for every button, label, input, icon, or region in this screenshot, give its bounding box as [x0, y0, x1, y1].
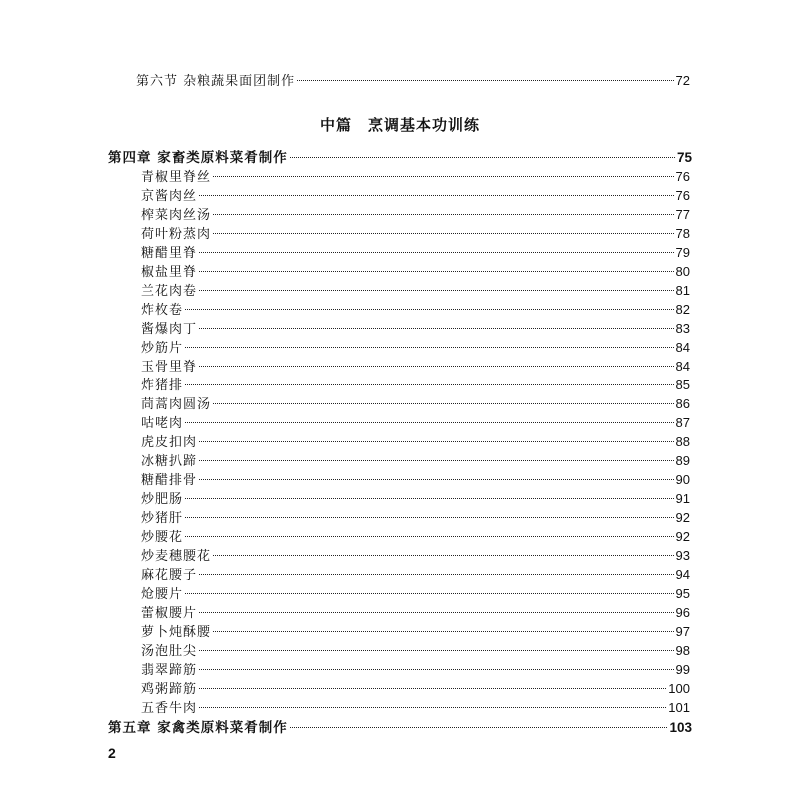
dot-leader [199, 252, 674, 253]
dot-leader [297, 80, 673, 81]
toc-entry-page: 77 [675, 206, 690, 222]
toc-entry-page: 93 [675, 548, 690, 563]
toc-entry-item[interactable] [141, 642, 690, 660]
toc-entry-page: 88 [675, 434, 690, 450]
toc-entry-page: 79 [675, 244, 690, 260]
dot-leader [199, 328, 674, 329]
toc-entry-label: 炒麦穗腰花 [141, 549, 212, 564]
toc-entry-page: 91 [675, 491, 690, 507]
toc-entry-item[interactable] [141, 471, 690, 489]
toc-entry-label: 第六节 杂粮蔬果面团制作 [136, 74, 296, 89]
dot-leader [185, 517, 674, 518]
toc-entry-label: 京酱肉丝 [141, 188, 198, 204]
toc-entry-page: 97 [675, 623, 690, 639]
dot-leader [199, 688, 666, 689]
toc-entry-page: 81 [675, 282, 690, 298]
toc-entry-item[interactable] [141, 339, 690, 357]
toc-entry-item[interactable] [141, 244, 690, 262]
toc-entry-item[interactable] [141, 282, 690, 300]
toc-entry-item[interactable] [141, 509, 690, 527]
toc-entry-page: 83 [675, 320, 690, 336]
toc-entry-label: 炝腰片 [141, 586, 184, 602]
toc-entry-chapter-4[interactable] [108, 149, 692, 167]
toc-entry-page: 94 [675, 566, 690, 582]
dot-leader [185, 384, 674, 385]
toc-entry-page: 75 [676, 150, 692, 165]
dot-leader [199, 195, 674, 196]
toc-entry-page: 92 [675, 510, 690, 526]
dot-leader [199, 460, 674, 461]
toc-entry-label: 麻花腰子 [141, 567, 198, 583]
dot-leader [199, 366, 674, 367]
toc-entry-label: 咕咾肉 [141, 416, 184, 432]
toc-entry-page: 84 [675, 358, 690, 374]
dot-leader [199, 669, 674, 670]
toc-entry-label: 青椒里脊丝 [141, 170, 212, 185]
dot-leader [199, 271, 674, 272]
dot-leader [185, 422, 674, 423]
dot-leader [213, 233, 674, 234]
toc-entry-label: 虎皮扣肉 [141, 435, 198, 451]
dot-leader [213, 176, 674, 177]
toc-entry-label: 冰糖扒蹄 [141, 454, 198, 470]
toc-entry-label: 炒腰花 [141, 530, 184, 546]
toc-entry-label: 糖醋里脊 [141, 245, 198, 261]
dot-leader [199, 650, 674, 651]
toc-entry-item[interactable] [141, 680, 690, 698]
toc-entry-page: 99 [675, 661, 690, 677]
dot-leader [199, 574, 674, 575]
toc-entry-page: 103 [669, 720, 692, 735]
dot-leader [185, 309, 674, 310]
toc-entry-item[interactable] [141, 623, 690, 641]
toc-entry-item[interactable] [141, 585, 690, 603]
dot-leader [290, 157, 675, 158]
toc-entry-page: 76 [675, 169, 690, 184]
toc-entry-label: 第五章 家禽类原料菜肴制作 [108, 720, 288, 736]
toc-entry-item[interactable] [141, 490, 690, 508]
dot-leader [199, 441, 674, 442]
toc-entry-page: 101 [668, 699, 690, 715]
toc-entry-item[interactable] [141, 661, 690, 679]
toc-entry-label: 糖醋排骨 [141, 473, 198, 489]
dot-leader [213, 631, 674, 632]
dot-leader [199, 612, 674, 613]
dot-leader [199, 707, 666, 708]
toc-entry-section-6[interactable] [136, 72, 690, 90]
part-name: 中篇 [319, 116, 352, 134]
dot-leader [290, 727, 668, 728]
dot-leader [185, 498, 674, 499]
toc-entry-label: 茼蒿肉圆汤 [141, 397, 212, 413]
toc-entry-label: 兰花肉卷 [141, 283, 198, 299]
toc-entry-page: 80 [675, 263, 690, 279]
toc-entry-item[interactable] [141, 699, 690, 717]
toc-entry-page: 98 [675, 642, 690, 658]
dot-leader [199, 479, 674, 480]
toc-entry-label: 炒猪肝 [141, 511, 184, 527]
toc-entry-item[interactable] [141, 358, 690, 376]
toc-entry-label: 酱爆肉丁 [141, 321, 198, 337]
toc-entry-page: 82 [675, 301, 690, 317]
toc-entry-label: 炒肥肠 [141, 492, 184, 508]
toc-entry-item[interactable] [141, 225, 690, 243]
toc-entry-page: 89 [675, 453, 690, 469]
dot-leader [185, 593, 674, 594]
toc-entry-item[interactable] [141, 566, 690, 584]
dot-leader [185, 347, 674, 348]
toc-entry-label: 椒盐里脊 [141, 264, 198, 280]
page-number: 2 [108, 745, 116, 761]
toc-entry-label: 荷叶粉蒸肉 [141, 226, 212, 242]
toc-entry-chapter-5[interactable] [108, 719, 692, 737]
toc-entry-label: 玉骨里脊 [141, 359, 198, 375]
part-heading [0, 114, 800, 135]
toc-entry-item[interactable] [141, 301, 690, 319]
toc-entry-page: 72 [675, 73, 690, 88]
toc-entry-item[interactable] [141, 263, 690, 281]
toc-entry-page: 86 [675, 396, 690, 412]
toc-entry-item[interactable] [141, 376, 690, 394]
toc-entry-label: 炸枚卷 [141, 302, 184, 318]
toc-entry-page: 84 [675, 339, 690, 355]
part-title: 烹调基本功训练 [368, 116, 481, 134]
toc-entry-page: 96 [675, 604, 690, 620]
dot-leader [185, 536, 674, 537]
toc-entry-item[interactable] [141, 168, 690, 186]
toc-entry-item[interactable] [141, 414, 690, 432]
toc-entry-label: 五香牛肉 [141, 700, 198, 716]
dot-leader [213, 214, 674, 215]
toc-entry-page: 100 [668, 680, 690, 696]
toc-entry-page: 87 [675, 415, 690, 431]
toc-entry-item[interactable] [141, 206, 690, 224]
toc-entry-page: 90 [675, 472, 690, 488]
toc-entry-page: 92 [675, 529, 690, 545]
toc-entry-item[interactable] [141, 320, 690, 338]
toc-entry-item[interactable] [141, 433, 690, 451]
toc-entry-label: 炒筋片 [141, 340, 184, 356]
toc-entry-page: 78 [675, 225, 690, 241]
toc-entry-label: 蕾椒腰片 [141, 605, 198, 621]
toc-entry-item[interactable] [141, 395, 690, 413]
toc-entry-label: 榨菜肉丝汤 [141, 207, 212, 223]
dot-leader [199, 290, 674, 291]
toc-entry-label: 汤泡肚尖 [141, 643, 198, 659]
dot-leader [213, 555, 674, 556]
toc-entry-page: 76 [675, 187, 690, 203]
toc-entry-label: 翡翠蹄筋 [141, 662, 198, 678]
dot-leader [213, 403, 674, 404]
toc-entry-label: 鸡粥蹄筋 [141, 681, 198, 697]
toc-entry-item[interactable] [141, 452, 690, 470]
toc-entry-label: 萝卜炖酥腰 [141, 624, 212, 640]
toc-entry-page: 85 [675, 377, 690, 393]
toc-entry-item[interactable] [141, 528, 690, 546]
toc-entry-item[interactable] [141, 604, 690, 622]
toc-entry-item[interactable] [141, 547, 690, 565]
toc-entry-page: 95 [675, 585, 690, 601]
toc-entry-label: 第四章 家畜类原料菜肴制作 [108, 150, 288, 166]
toc-entry-item[interactable] [141, 187, 690, 205]
toc-entry-label: 炸猪排 [141, 378, 184, 394]
